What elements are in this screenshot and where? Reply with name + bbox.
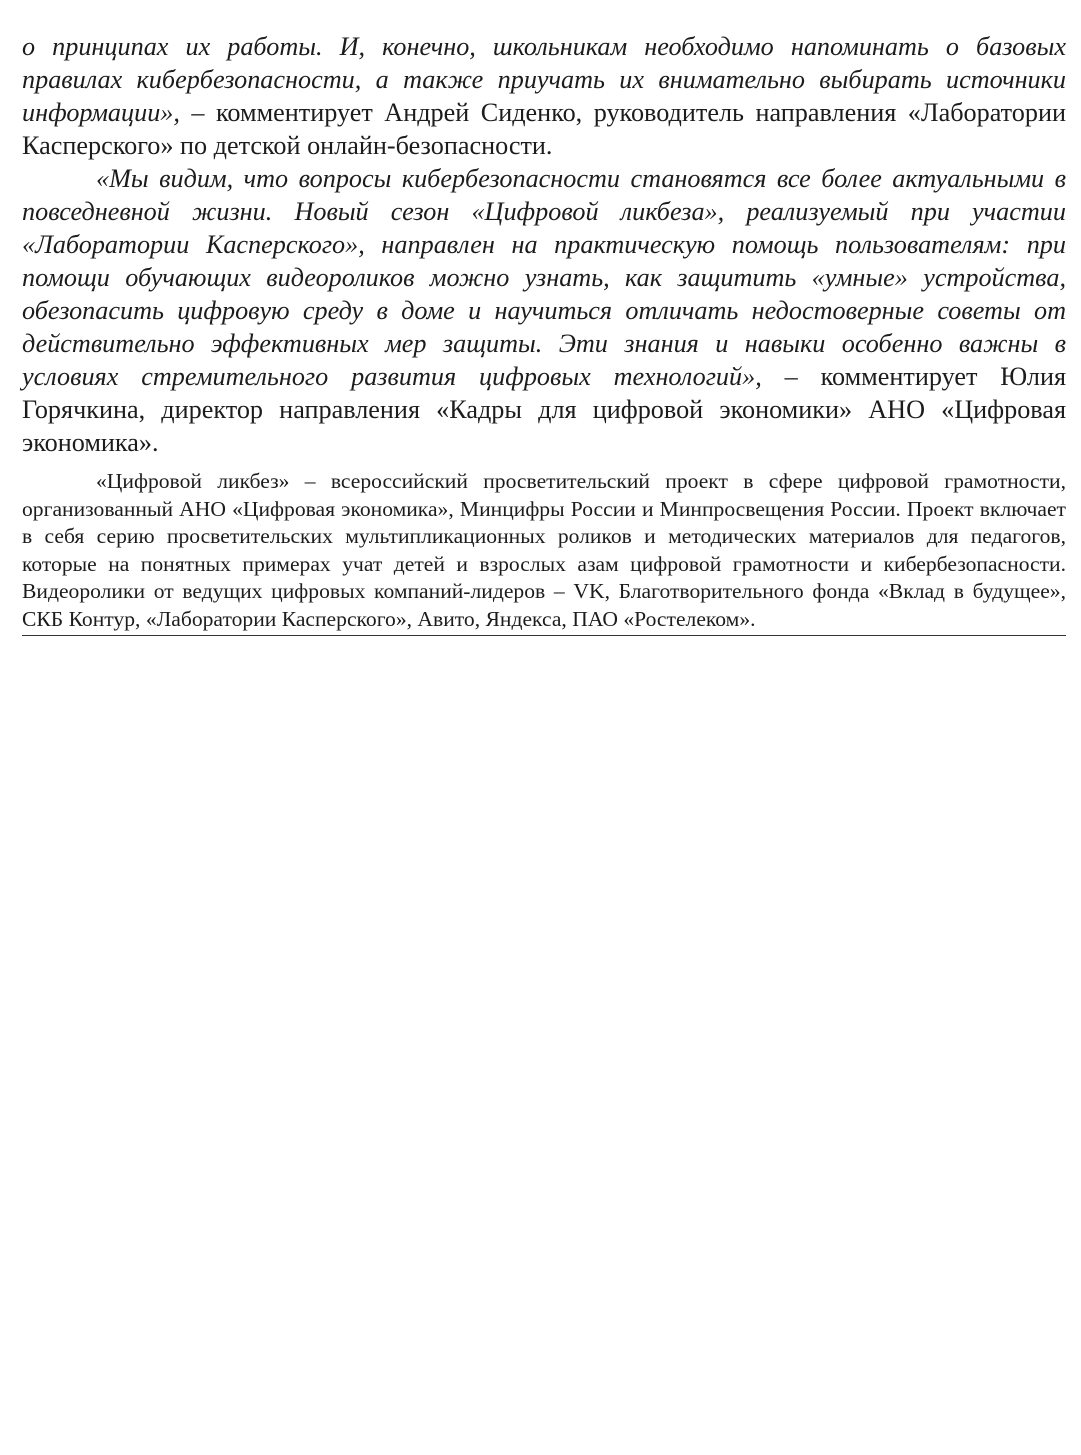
quote-paragraph-goryachkina [22,162,1066,459]
quote-text: о принципах их работы. И, конечно, школьникам необходимо напоминать о базовых правилах кибербезопасности, а также приучать их внимательно выбирать источники информации», [22,32,1066,127]
quote-paragraph-sidenko [22,30,1066,162]
attribution-text: – комментирует Андрей Сиденко, руководитель направления «Лаборатории Касперского» по детской онлайн-безопасности. [22,98,1066,160]
attribution-text: – комментирует Юлия Горячкина, директор направления «Кадры для цифровой экономики» АНО «Цифровая экономика». [22,362,1067,457]
document-page [22,30,1066,636]
project-description-paragraph: «Цифровой ликбез» – всероссийский просветительский проект в сфере цифровой грамотности, организованный АНО «Цифровая экономика», Минцифры России и Минпросвещения России. Проект включает в себя серию просветительских мультипликационных роликов и методических материалов для педагогов, которые на понятных примерах учат детей и взрослых азам цифровой грамотности и кибербезопасности. Видеоролики от ведущих цифровых компаний-лидеров – VK, Благотворительного фонда «Вклад в будущее», СКБ Контур, «Лаборатории Касперского», Авито, Яндекса, ПАО «Ростелеком». [22,469,1066,631]
section-divider [22,635,1066,636]
quote-text: «Мы видим, что вопросы кибербезопасности становятся все более актуальными в повседневной жизни. Новый сезон «Цифровой ликбеза», реализуемый при участии «Лаборатории Касперского», направлен на практическую помощь пользователям: при помощи обучающих видеороликов можно узнать, как защитить «умные» устройства, обезопасить цифровую среду в доме и научиться отличать недостоверные советы от действительно эффективных мер защиты. Эти знания и навыки особенно важны в условиях стремительного развития цифровых технологий», [22,164,1066,391]
